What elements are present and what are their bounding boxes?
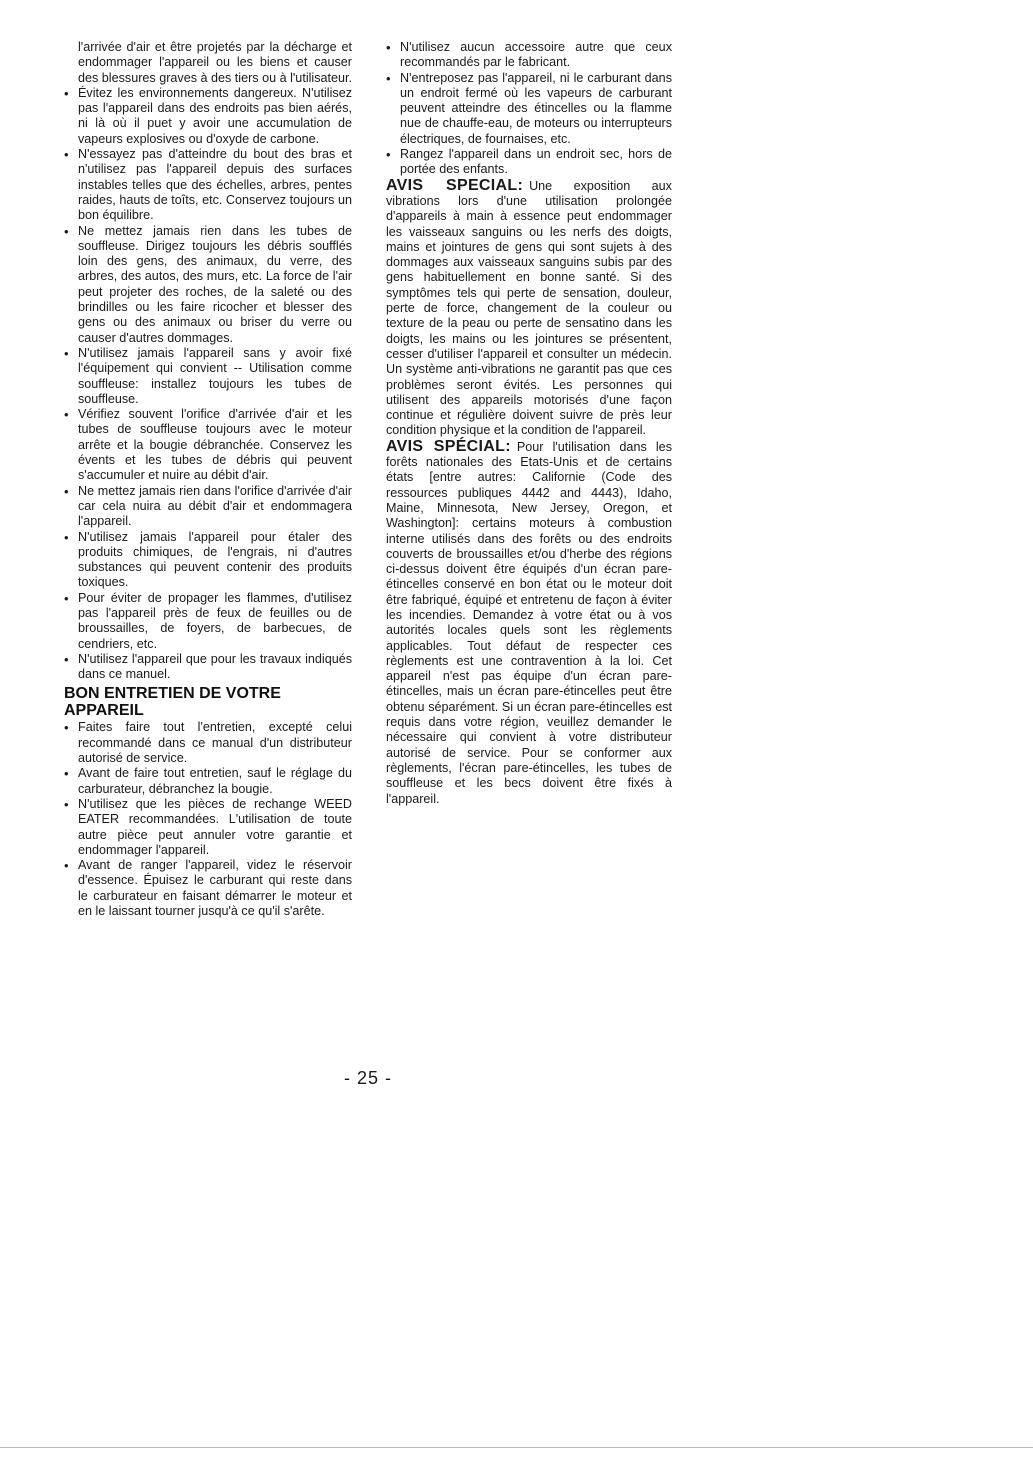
list-item: • Avant de ranger l'appareil, videz le réservoir d'essence. Épuisez le carburant qui reste dans le carburateur en faisant démarrer le moteur et en le laissant tourner jusqu'à ce qu'il s'arête. (64, 858, 352, 919)
spark-arrester-notice (386, 439, 672, 807)
page-number: - 25 - (343, 1068, 392, 1088)
list-item: • Ne mettez jamais rien dans l'orifice d'arrivée d'air car cela nuira au débit d'air et endommagera l'appareil. (64, 484, 352, 530)
list-item: • N'entreposez pas l'appareil, ni le carburant dans un endroit fermé où les vapeurs de carburant peuvent atteindre des étincelles ou la flamme nue de chauffe-eau, de moteurs ou interrupteurs électriques, de fournaises, etc. (386, 71, 672, 147)
list-item: • Évitez les environnements dangereux. N'utilisez pas l'appareil dans des endroits pas bien aérés, ni là où il puet y avoir une accumulation de vapeurs explosives ou d'oxyde de carbone. (64, 86, 352, 147)
section-heading: BON ENTRETIEN DE VOTRE APPAREIL (64, 685, 281, 720)
vibration-notice (386, 178, 672, 439)
notice-text: Pour l'utilisation dans les forêts nationales des Etats-Unis et de certains états [entre autres: Californie (Code des ressources publiques 4442 and 4443), Idaho, Maine, Minnesota, New Jersey, Oregon, et Washington]: certains moteurs à combustion interne utilisés dans des forêts ou des endroits couverts de broussailles et/ou d'herbe des régions ci-dessus doivent être équipés d'un écran pare-étincelles conservé en bon état ou le moteur doit être fabriqué, équipé et entretenu de façon à éviter les incendies. Demandez à votre état ou à vos autorités locales quels sont les règlements applicables. Tout défaut de respecter ces règlements est une contravention à la loi. Cet appareil n'est pas équipe d'un écran pare-étincelles, mais un écran pare-étincelles peut être obtenu séparément. Si un écran pare-étincelles est requis dans votre région, veuillez demander le nécessaire qui convient à votre distributeur autorisé de service. Pour se conformer aux règlements, l'écran pare-étincelles, les tubes de souffleuse et les becs doivent être fixés à l'appareil. (386, 439, 672, 806)
list-item: • N'utilisez l'appareil que pour les travaux indiqués dans ce manuel. (64, 652, 352, 683)
list-item: • Faites faire tout l'entretien, excepté celui recommandé dans ce manual d'un distributeur autorisé de service. (64, 720, 352, 766)
safety-rules-list (64, 86, 352, 683)
list-item: • N'essayez pas d'atteindre du bout des bras et n'utilisez pas l'appareil depuis des surfaces instables telles que des échelles, arbres, pentes raides, hauts de toîts, etc. Conservez toujours un bon équilibre. (64, 147, 352, 223)
list-item: • N'utilisez jamais l'appareil pour étaler des produits chimiques, de l'engrais, ni d'autres substances qui peuvent contenir des produits toxiques. (64, 530, 352, 591)
list-item: • N'utilisez que les pièces de rechange WEED EATER recommandées. L'utilisation de toute autre pièce peut annuler votre garantie et endommager l'appareil. (64, 797, 352, 858)
notice-text: Une exposition aux vibrations lors d'une utilisation prolongée d'appareils à main à essence peut endommager les vaisseaux sanguins ou les nerfs des doigts, mains et jointures de gens qui sont sujets à des dommages aux vaisseaux sanguins subis par des gens habituellement en bonne santé. Si des symptômes tels qui perte de sensation, douleur, perte de force, changement de la couleur ou texture de la peau ou perte de sensatino dans les doigts, les mains ou les jointures se présentent, cesser d'utiliser l'appareil et consulter un médecin. Un système anti-vibrations ne garantit pas que ces problèmes seront évités. Les personnes qui utilisent des appareils motorisés d'une façon continue et régulière doivent suivre de près leur condition physique et la condition de l'appareil. (386, 178, 672, 438)
continued-paragraph: l'arrivée d'air et être projetés par la décharge et endommager l'appareil ou les biens et causer des blessures graves à des tiers ou à l'utilisateur. (78, 40, 353, 85)
list-item: • N'utilisez aucun accessoire autre que ceux recommandés par le fabricant. (386, 40, 672, 71)
right-column (386, 40, 672, 807)
list-item: • Avant de faire tout entretien, sauf le réglage du carburateur, débranchez la bougie. (64, 766, 352, 797)
left-column (64, 40, 352, 919)
notice-label: AVIS SPÉCIAL: (386, 437, 511, 455)
list-item: • Pour éviter de propager les flammes, d'utilisez pas l'appareil près de feux de feuilles ou de broussailles, de foyers, de barbecues, de cendriers, etc. (64, 591, 352, 652)
list-item: • Rangez l'appareil dans un endroit sec, hors de portée des enfants. (386, 147, 672, 178)
notice-label: AVIS SPECIAL: (386, 176, 524, 194)
list-item: • N'utilisez jamais l'appareil sans y avoir fixé l'équipement qui convient -- Utilisation comme souffleuse: installez toujours les tubes de souffleuse. (64, 346, 352, 407)
list-item: • Vérifiez souvent l'orifice d'arrivée d'air et les tubes de souffleuse toujours avec le moteur arrête et la bougie débranchée. Conservez les évents et les tubes de débris qui peuvent s'accumuler et nuire au débit d'air. (64, 407, 352, 483)
list-item: • Ne mettez jamais rien dans les tubes de souffleuse. Dirigez toujours les débris soufflés loin des gens, des animaux, du verre, des arbres, des autos, des murs, etc. La force de l'air peut projeter des roches, de la saleté ou des brindilles ou les faire ricocher et blesser des gens ou des animaux ou briser du verre ou causer d'autres dommages. (64, 224, 352, 346)
maintenance-list (64, 720, 352, 919)
storage-rules-list (386, 40, 672, 178)
scan-edge-divider (0, 1447, 1033, 1448)
